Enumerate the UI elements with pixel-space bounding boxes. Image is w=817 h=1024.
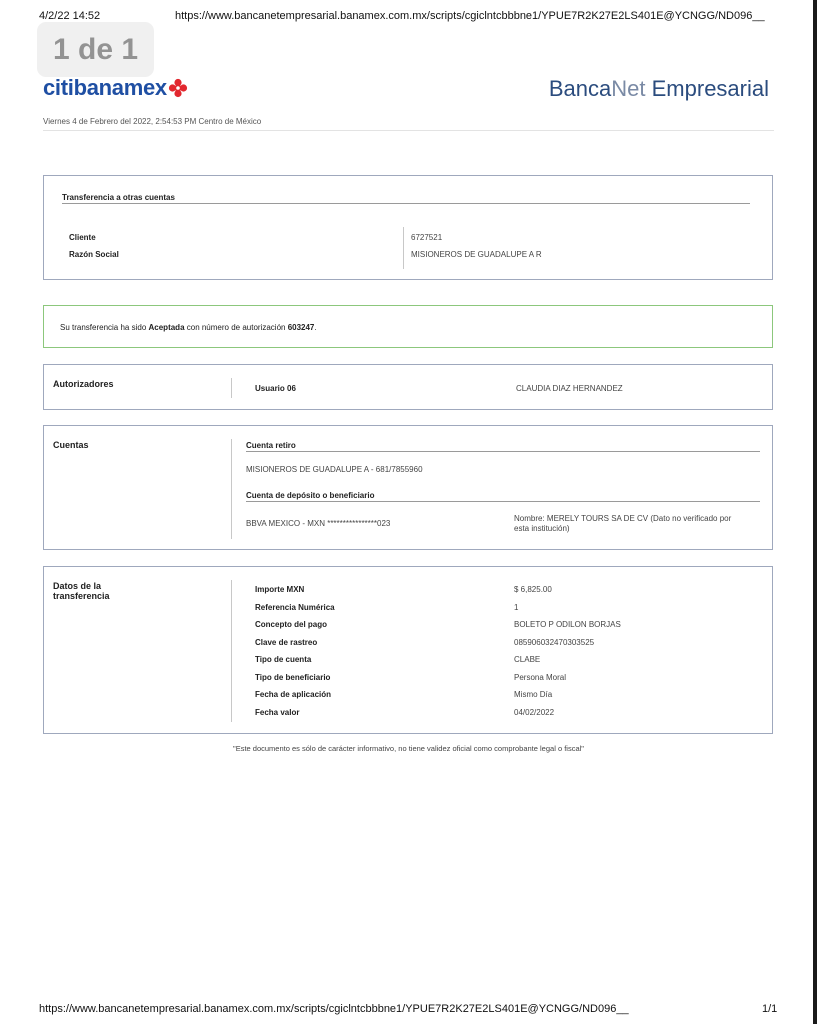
deposit-heading-underline	[246, 501, 760, 502]
transfer-type-title: Transferencia a otras cuentas	[62, 193, 175, 202]
authorizers-title: Autorizadores	[53, 379, 114, 389]
column-divider	[403, 227, 404, 269]
withdraw-heading-underline	[246, 451, 760, 452]
authorizers-panel	[43, 364, 773, 410]
page-number: 1/1	[762, 1003, 778, 1015]
transfer-info-panel	[43, 175, 773, 280]
accounts-title: Cuentas	[53, 440, 89, 450]
page-edge	[813, 0, 817, 1024]
withdraw-account-heading: Cuenta retiro	[246, 441, 296, 450]
citibanamex-logo	[43, 75, 188, 101]
transfer-field-value: 085906032470303525	[514, 637, 595, 647]
client-value: 6727521	[411, 233, 443, 242]
transfer-field-label: Tipo de cuenta	[255, 655, 312, 664]
title-part-net: Net	[611, 76, 646, 101]
deposit-account-heading: Cuenta de depósito o beneficiario	[246, 491, 375, 500]
transfer-field-value: BOLETO P ODILON BORJAS	[514, 620, 621, 629]
transfer-field-value: Persona Moral	[514, 672, 567, 682]
transfer-field-label: Tipo de beneficiario	[255, 672, 331, 682]
header-divider	[43, 130, 774, 131]
transfer-field-value: 1	[514, 602, 519, 612]
title-underline	[62, 203, 750, 204]
transfer-field-label: Fecha de aplicación	[255, 690, 332, 699]
withdraw-account-value: MISIONEROS DE GUADALUPE A - 681/7855960	[246, 465, 423, 474]
print-footer-url: https://www.bancanetempresarial.banamex.com.mx/scripts/cgiclntcbbbne1/YPUE7R2K27E2LS401E@YCNGG/ND096__	[39, 1003, 629, 1015]
transfer-field-value: CLABE	[514, 655, 541, 664]
message-suffix: .	[314, 323, 317, 332]
bancanet-empresarial-title	[549, 76, 769, 102]
transfer-field-label: Importe MXN	[255, 585, 305, 594]
authorizer-user-label: Usuario 06	[255, 384, 296, 393]
transfer-data-panel	[43, 566, 773, 734]
transfer-field-value: $ 6,825.00	[514, 585, 552, 594]
title-line-2: transferencia	[53, 591, 110, 601]
authorization-number: 603247	[287, 323, 315, 332]
company-label: Razón Social	[69, 250, 119, 259]
beneficiary-name-line1: Nombre: MERELY TOURS SA DE CV (Dato no verificado por	[514, 514, 732, 523]
client-label: Cliente	[69, 233, 96, 242]
confirmation-panel	[43, 305, 773, 348]
document-timestamp: Viernes 4 de Febrero del 2022, 2:54:53 PM Centro de México	[43, 117, 262, 126]
accounts-panel	[43, 425, 773, 550]
company-value: MISIONEROS DE GUADALUPE A R	[411, 250, 542, 259]
disclaimer: "Este documento es sólo de carácter informativo, no tiene validez oficial como comprobante legal o fiscal"	[233, 744, 584, 753]
confirmation-message	[60, 323, 317, 332]
authorizer-name: CLAUDIA DIAZ HERNANDEZ	[516, 384, 623, 393]
transfer-data-title	[53, 581, 110, 601]
message-prefix: Su transferencia ha sido	[60, 323, 149, 332]
title-line-1: Datos de la	[53, 581, 102, 591]
transfer-field-value: 04/02/2022	[514, 707, 555, 717]
print-header-url: https://www.bancanetempresarial.banamex.com.mx/scripts/cgiclntcbbbne1/YPUE7R2K27E2LS401E@YCNGG/ND096__	[175, 10, 765, 22]
column-divider	[231, 439, 232, 539]
print-datetime: 4/2/22 14:52	[39, 10, 101, 22]
logo-text: citibanamex	[43, 75, 167, 100]
column-divider	[231, 378, 232, 398]
message-middle: con número de autorización	[184, 323, 288, 332]
title-part-empresarial: Empresarial	[645, 76, 769, 101]
transfer-field-label: Concepto del pago	[255, 620, 327, 629]
banamex-flower-icon	[168, 78, 188, 98]
transfer-field-label: Clave de rastreo	[255, 637, 318, 647]
page-indicator: 1 de 1	[37, 22, 154, 77]
deposit-account-value: BBVA MEXICO - MXN ****************023	[246, 519, 391, 528]
column-divider	[231, 580, 232, 722]
transfer-field-label: Fecha valor	[255, 707, 300, 717]
status-accepted: Aceptada	[148, 323, 185, 332]
title-part-banca: Banca	[548, 76, 612, 101]
transfer-field-label: Referencia Numérica	[255, 602, 335, 612]
beneficiary-name-line2: esta institución)	[514, 524, 570, 533]
transfer-field-value: Mismo Día	[514, 690, 553, 699]
